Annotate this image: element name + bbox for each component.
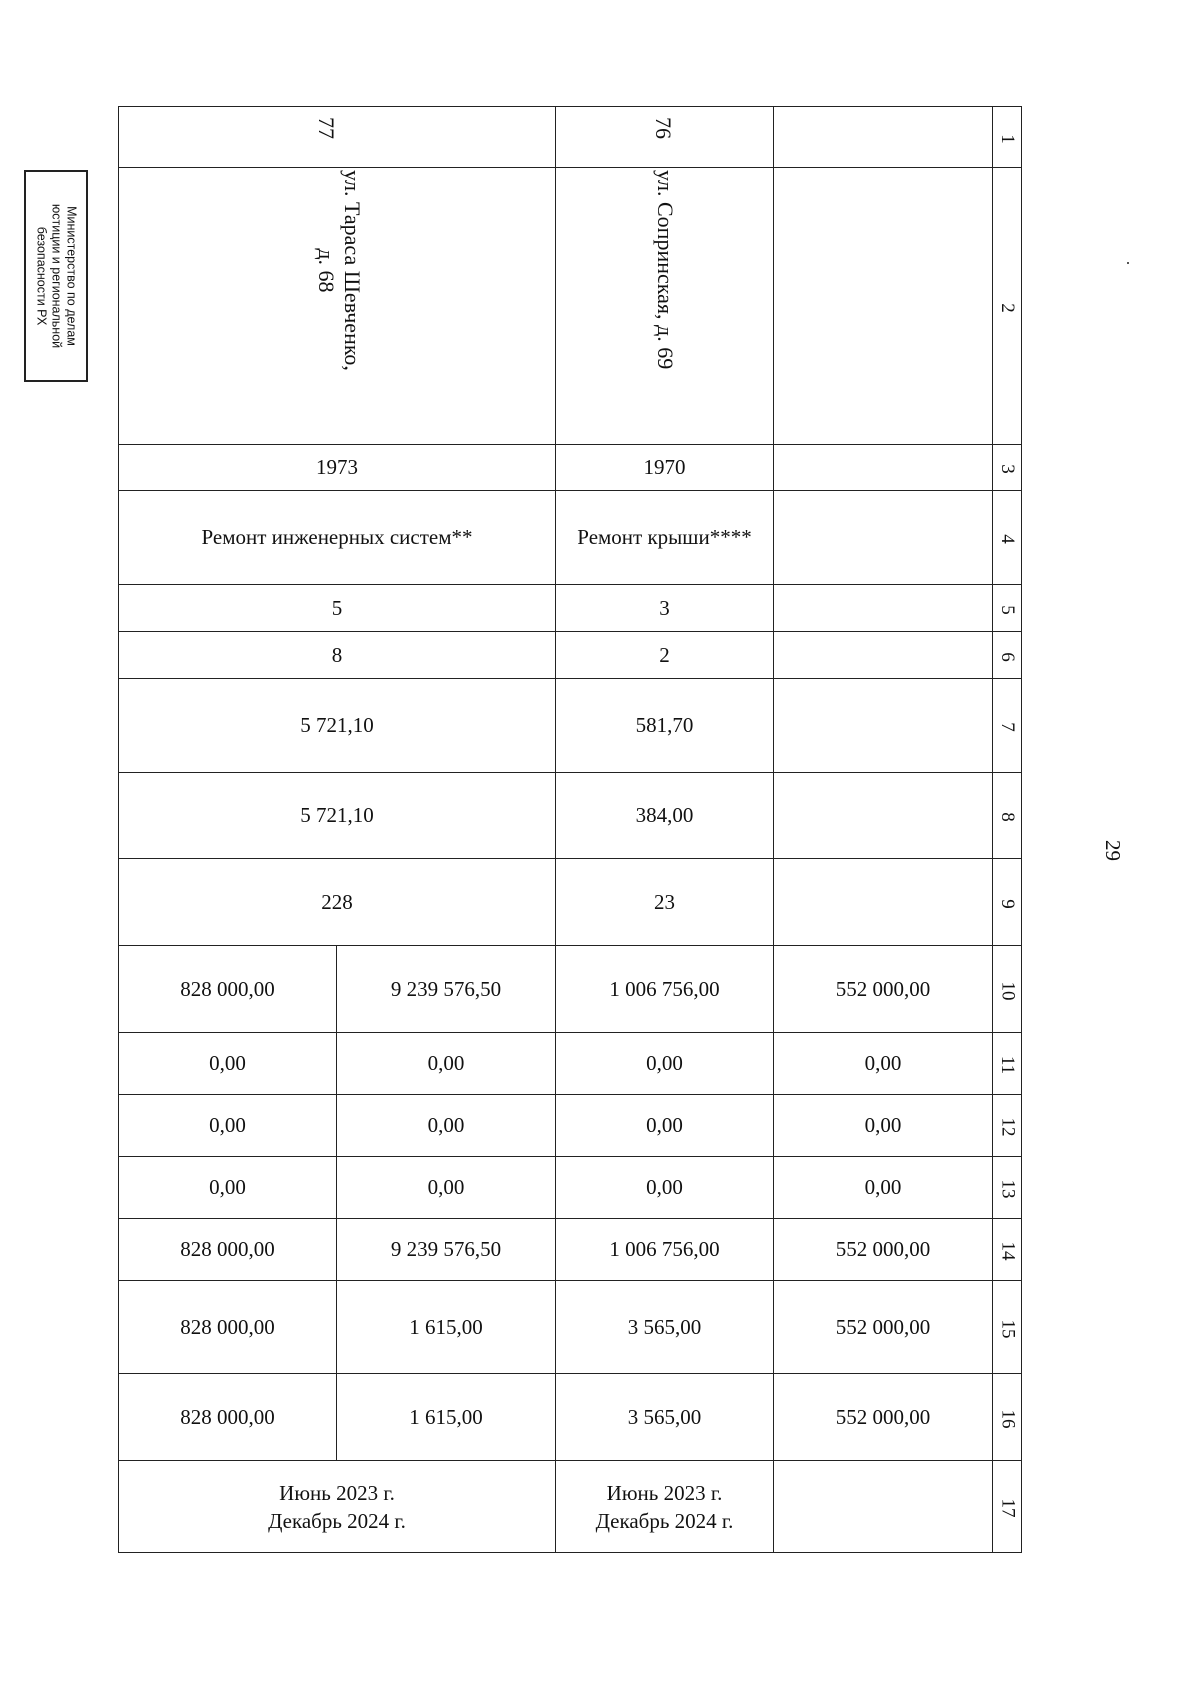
- value-cell: 2: [556, 632, 774, 679]
- period-cell: [119, 1461, 556, 1553]
- table-row: [119, 632, 1022, 679]
- scan-speck: [1127, 262, 1129, 264]
- empty-cell: [774, 1461, 993, 1553]
- value-cell: 552 000,00: [774, 1374, 993, 1461]
- value-cell: 1 615,00: [337, 1281, 556, 1374]
- column-number: 13: [993, 1157, 1022, 1219]
- period-end: Декабрь 2024 г.: [268, 1508, 406, 1533]
- address-cell: [119, 168, 556, 445]
- value-cell: 828 000,00: [119, 1281, 337, 1374]
- column-number: 3: [993, 445, 1022, 491]
- empty-cell: [774, 773, 993, 859]
- column-number: 9: [993, 859, 1022, 946]
- empty-cell: [774, 168, 993, 445]
- period-cell: [556, 1461, 774, 1553]
- empty-cell: [774, 491, 993, 585]
- empty-cell: [774, 107, 993, 168]
- record-index: 76: [651, 117, 676, 139]
- table-row: [119, 1095, 1022, 1157]
- column-number: 11: [993, 1033, 1022, 1095]
- column-number: 10: [993, 946, 1022, 1033]
- year-cell: 1973: [119, 445, 556, 491]
- value-cell: 0,00: [774, 1033, 993, 1095]
- value-cell: 8: [119, 632, 556, 679]
- value-cell: 552 000,00: [774, 1219, 993, 1281]
- registry-stamp: [24, 170, 88, 382]
- column-number: 4: [993, 491, 1022, 585]
- column-number: 16: [993, 1374, 1022, 1461]
- value-cell: 0,00: [337, 1157, 556, 1219]
- table-row: [119, 1374, 1022, 1461]
- empty-cell: [774, 632, 993, 679]
- column-number: 5: [993, 585, 1022, 632]
- year-cell: 1970: [556, 445, 774, 491]
- value-cell: 0,00: [774, 1095, 993, 1157]
- value-cell: 581,70: [556, 679, 774, 773]
- value-cell: 3 565,00: [556, 1281, 774, 1374]
- table-row: [119, 585, 1022, 632]
- value-cell: 5: [119, 585, 556, 632]
- record-index-cell: [119, 107, 556, 168]
- value-cell: 552 000,00: [774, 946, 993, 1033]
- value-cell: 0,00: [119, 1033, 337, 1095]
- value-cell: 0,00: [119, 1157, 337, 1219]
- value-cell: 0,00: [556, 1033, 774, 1095]
- value-cell: 0,00: [337, 1033, 556, 1095]
- table-row: [119, 1157, 1022, 1219]
- address: [652, 170, 678, 369]
- table-row: [119, 679, 1022, 773]
- value-cell: 9 239 576,50: [337, 946, 556, 1033]
- page-number: 29: [1101, 840, 1125, 861]
- value-cell: 1 006 756,00: [556, 1219, 774, 1281]
- value-cell: 5 721,10: [119, 679, 556, 773]
- value-cell: 3: [556, 585, 774, 632]
- value-cell: 828 000,00: [119, 1374, 337, 1461]
- value-cell: 228: [119, 859, 556, 946]
- table-row: [119, 445, 1022, 491]
- column-number: 12: [993, 1095, 1022, 1157]
- value-cell: 5 721,10: [119, 773, 556, 859]
- value-cell: 9 239 576,50: [337, 1219, 556, 1281]
- empty-cell: [774, 679, 993, 773]
- value-cell: 828 000,00: [119, 946, 337, 1033]
- value-cell: 552 000,00: [774, 1281, 993, 1374]
- table-row: [119, 168, 1022, 445]
- work-type-cell: Ремонт крыши****: [556, 491, 774, 585]
- value-cell: 23: [556, 859, 774, 946]
- period-end: Декабрь 2024 г.: [595, 1508, 734, 1533]
- table-row: [119, 859, 1022, 946]
- column-number: 8: [993, 773, 1022, 859]
- empty-cell: [774, 859, 993, 946]
- value-cell: 1 615,00: [337, 1374, 556, 1461]
- record-index: 77: [314, 117, 339, 139]
- table-row: [119, 1033, 1022, 1095]
- empty-cell: [774, 585, 993, 632]
- table-row: [119, 946, 1022, 1033]
- value-cell: 0,00: [337, 1095, 556, 1157]
- column-number: 15: [993, 1281, 1022, 1374]
- address-cell: [556, 168, 774, 445]
- value-cell: 0,00: [556, 1157, 774, 1219]
- table-row: [119, 1281, 1022, 1374]
- value-cell: 3 565,00: [556, 1374, 774, 1461]
- table-row: [119, 491, 1022, 585]
- address: [313, 170, 365, 371]
- repair-schedule-table: [118, 106, 1022, 1553]
- stamp-text: Министерство по делам юстиции и региональной безопасности РХ: [34, 203, 79, 349]
- column-number: 14: [993, 1219, 1022, 1281]
- address-line: д. 68: [314, 248, 339, 293]
- table-row: [119, 1219, 1022, 1281]
- table-row: [119, 107, 1022, 168]
- address-line: ул. Сопринская, д. 69: [653, 170, 678, 370]
- address-line: ул. Тараса Шевченко,: [340, 170, 365, 371]
- column-number: 17: [993, 1461, 1022, 1553]
- value-cell: 0,00: [556, 1095, 774, 1157]
- table-row: [119, 1461, 1022, 1553]
- value-cell: 0,00: [119, 1095, 337, 1157]
- period-start: Июнь 2023 г.: [606, 1480, 723, 1505]
- column-number: 6: [993, 632, 1022, 679]
- value-cell: 1 006 756,00: [556, 946, 774, 1033]
- column-number: 2: [993, 168, 1022, 445]
- value-cell: 0,00: [774, 1157, 993, 1219]
- period-start: Июнь 2023 г.: [279, 1480, 395, 1505]
- record-index-cell: [556, 107, 774, 168]
- column-number: 7: [993, 679, 1022, 773]
- work-type-cell: Ремонт инженерных систем**: [119, 491, 556, 585]
- table-row: [119, 773, 1022, 859]
- column-number: 1: [993, 107, 1022, 168]
- value-cell: 828 000,00: [119, 1219, 337, 1281]
- value-cell: 384,00: [556, 773, 774, 859]
- empty-cell: [774, 445, 993, 491]
